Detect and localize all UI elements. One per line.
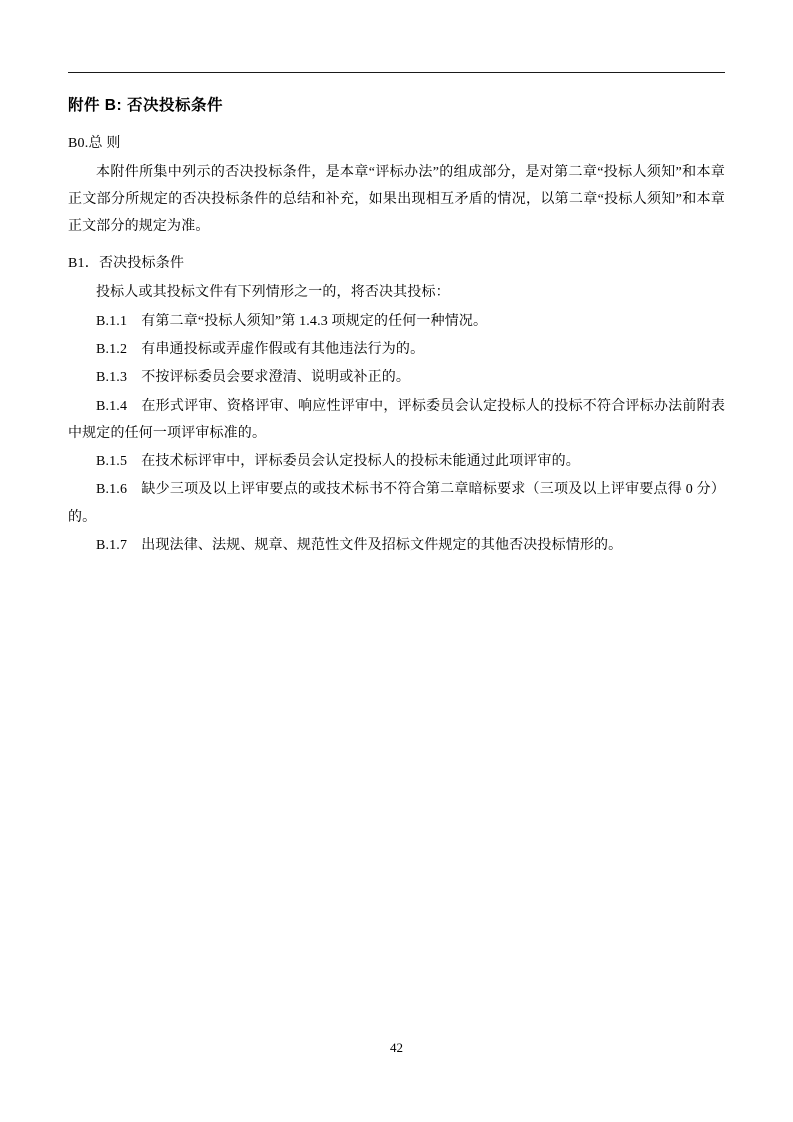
page-content [68, 72, 725, 560]
page-title: 附件 B: 否决投标条件 [68, 97, 223, 114]
clause-b-1-2: B.1.2 有串通投标或弄虚作假或有其他违法行为的。 [96, 341, 425, 357]
header-divider [68, 72, 725, 73]
clause-b-1-3: B.1.3 不按评标委员会要求澄清、说明或补正的。 [96, 370, 411, 386]
spacer [68, 241, 725, 245]
section-heading-b1: B1．否决投标条件 [68, 256, 185, 272]
page-number: 42 [390, 1040, 403, 1055]
clause-b-1-6: B.1.6 缺少三项及以上评审要点的或技术标书不符合第二章暗标要求（三项及以上评审要点得 0 分）的。 [68, 482, 725, 525]
clause-b-1-7: B.1.7 出现法律、法规、规章、规范性文件及招标文件规定的其他否决投标情形的。 [96, 538, 623, 554]
section-heading-b0: B0.总 则 [68, 135, 121, 151]
clause-b-1-4: B.1.4 在形式评审、资格评审、响应性评审中，评标委员会认定投标人的投标不符合评标办法前附表中规定的任何一项评审标准的。 [68, 398, 725, 441]
clause-b-1-1: B.1.1 有第二章“投标人须知”第 1.4.3 项规定的任何一种情况。 [96, 313, 488, 329]
paragraph: 本附件所集中列示的否决投标条件，是本章“评标办法”的组成部分，是对第二章“投标人须知”和本章正文部分所规定的否决投标条件的总结和补充，如果出现相互矛盾的情况，以第二章“投标人须知”和本章正文部分的规定为准。 [68, 164, 725, 235]
paragraph: 投标人或其投标文件有下列情形之一的，将否决其投标： [96, 285, 450, 301]
clause-b-1-5: B.1.5 在技术标评审中，评标委员会认定投标人的投标未能通过此项评审的。 [96, 454, 580, 470]
